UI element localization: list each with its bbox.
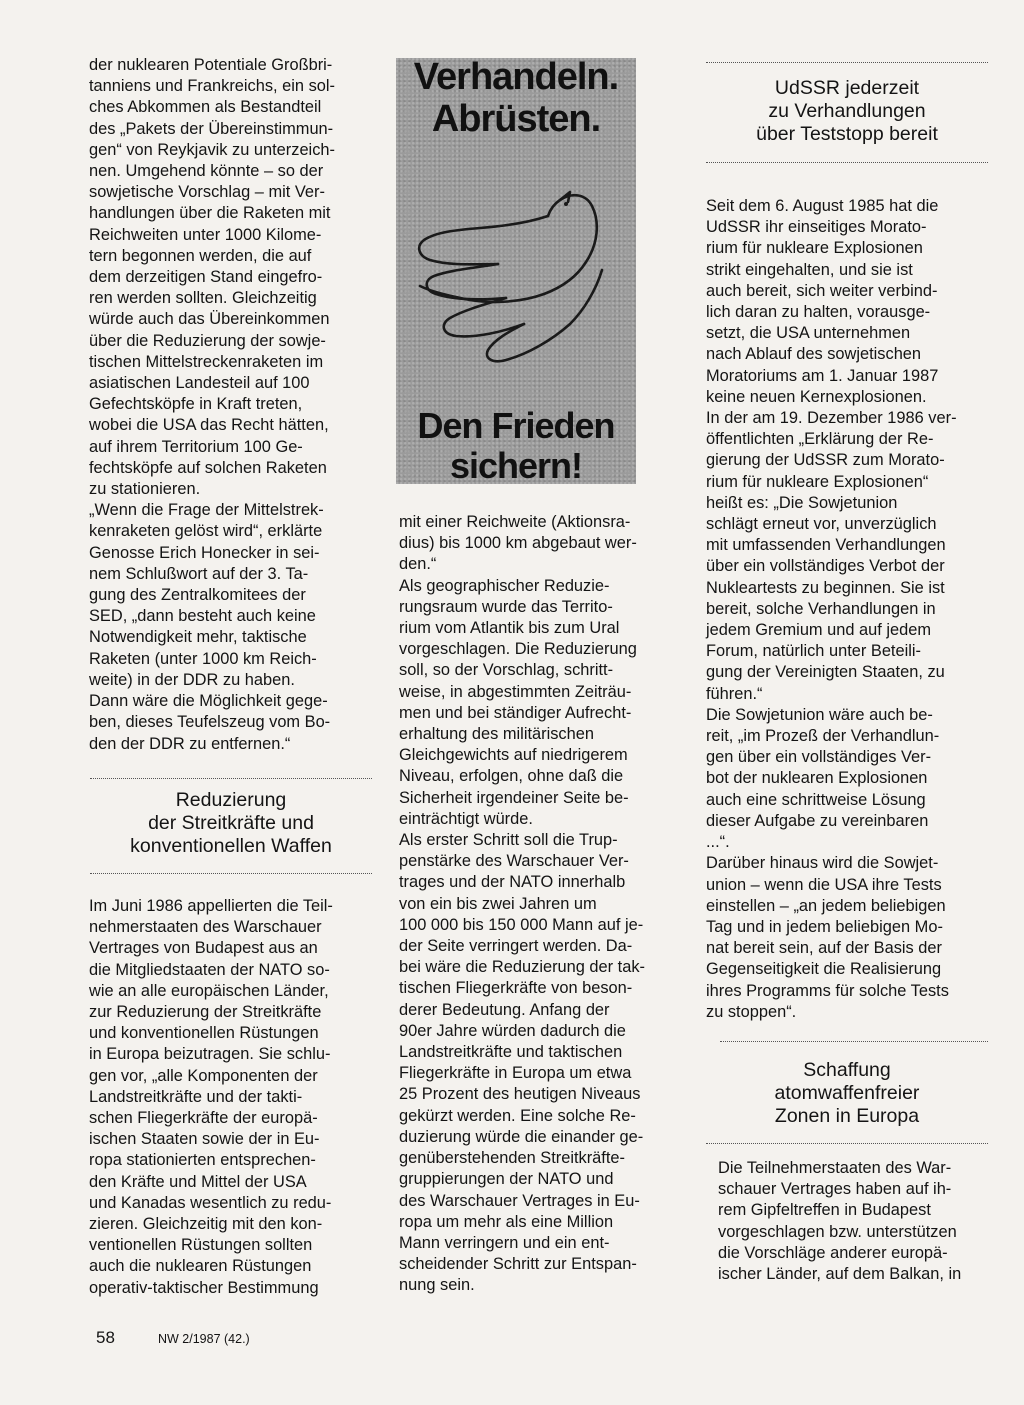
text-line: genüberstehenden Streitkräfte-: [399, 1149, 625, 1168]
text-line: den Kräfte und Mittel der USA: [89, 1172, 307, 1191]
text-line: die Mitgliedstaaten der NATO so-: [89, 960, 330, 979]
text-line: über die Reduzierung der sowje-: [89, 331, 326, 350]
text-line: Forum, natürlich unter Beteili-: [706, 642, 921, 661]
text-line: Mann verringern und ein ent-: [399, 1233, 610, 1252]
text-line: einstellen – „an jedem beliebigen: [706, 896, 946, 915]
column-3-text: [706, 196, 992, 1023]
text-line: nen. Umgehend könnte – so der: [89, 162, 324, 181]
text-line: wobei die USA das Recht hätten,: [89, 416, 329, 435]
text-line: Notwendigkeit mehr, taktische: [89, 628, 307, 647]
text-line: rium vom Atlantik bis zum Ural: [399, 619, 620, 638]
text-line: tanniens und Frankreichs, ein sol-: [89, 77, 335, 96]
section-rule: [90, 778, 372, 779]
text-line: rium für nukleare Explosionen: [706, 239, 923, 258]
text-line: bereit, solche Verhandlungen in: [706, 599, 936, 618]
text-line: den.“: [399, 555, 437, 574]
text-line: führen.“: [706, 684, 763, 703]
text-line: Vertrages von Budapest aus an: [89, 939, 318, 958]
text-line: weise, in abgestimmten Zeiträu-: [399, 682, 632, 701]
text-line: zieren. Gleichzeitig mit den kon-: [89, 1215, 323, 1234]
text-line: Darüber hinaus wird die Sowjet-: [706, 854, 939, 873]
text-line: derer Bedeutung. Anfang der: [399, 1000, 610, 1019]
text-line: schauer Vertrages haben auf ih-: [718, 1180, 952, 1199]
text-line: Gegenseitigkeit die Realisierung: [706, 960, 942, 979]
text-line: 90er Jahre würden dadurch die: [399, 1021, 626, 1040]
text-line: vorgeschlagen. Die Reduzierung: [399, 640, 637, 659]
heading-line: Reduzierung: [175, 789, 287, 811]
text-line: gen“ von Reykjavik zu unterzeich-: [89, 140, 335, 159]
heading-line: Verhandeln.: [413, 58, 619, 98]
text-line: UdSSR ihr einseitiges Morato-: [706, 218, 927, 237]
text-line: Als geographischer Reduzie-: [399, 576, 610, 595]
text-line: Als erster Schritt soll die Trup-: [399, 831, 618, 850]
text-line: Landstreitkräfte und taktischen: [399, 1043, 623, 1062]
text-line: sowjetische Vorschlag – mit Ver-: [89, 183, 325, 202]
text-line: dius) bis 1000 km abgebaut wer-: [399, 534, 637, 553]
text-line: einträchtigt würde.: [399, 809, 533, 828]
text-line: Sicherheit irgendeiner Seite be-: [399, 788, 629, 807]
text-line: operativ-taktischer Bestimmung: [89, 1278, 319, 1297]
text-line: Im Juni 1986 appellierten die Teil-: [89, 897, 333, 915]
text-line: 25 Prozent des heutigen Niveaus: [399, 1085, 641, 1104]
text-line: ren werden sollten. Gleichzeitig: [89, 289, 317, 308]
text-line: Tag und in jedem beliebigen Mo-: [706, 917, 943, 936]
text-line: Moratoriums am 1. Januar 1987: [706, 366, 939, 385]
text-line: Die Teilnehmerstaaten des War-: [718, 1159, 952, 1177]
text-line: gen über ein vollständiges Ver-: [706, 748, 932, 767]
text-line: Seit dem 6. August 1985 hat die: [706, 197, 939, 215]
text-line: asiatischen Landesteil auf 100: [89, 374, 310, 393]
text-line: dem derzeitigen Stand eingefro-: [89, 268, 323, 287]
text-line: und Kanadas wesentlich zu redu-: [89, 1193, 332, 1212]
column-3b-text: [718, 1158, 1004, 1285]
text-line: Genosse Erich Honecker in sei-: [89, 543, 320, 562]
text-line: Nukleartests zu beginnen. Sie ist: [706, 578, 945, 597]
text-line: die Vorschläge anderer europä-: [718, 1243, 948, 1262]
text-line: keine neuen Kernexplosionen.: [706, 387, 927, 406]
text-line: ben, dieses Teufelszeug vom Bo-: [89, 713, 331, 732]
text-line: des „Pakets der Übereinstimmun-: [89, 119, 334, 138]
heading-line: sichern!: [449, 445, 583, 484]
text-line: strikt eingehalten, und sie ist: [706, 260, 913, 279]
poster-top-slogan: [396, 58, 636, 140]
text-line: Raketen (unter 1000 km Reich-: [89, 649, 317, 668]
text-line: jedem Gremium und auf jedem: [706, 621, 932, 640]
text-line: duzierung würde die einander ge-: [399, 1127, 644, 1146]
text-line: ...“.: [706, 833, 730, 852]
poster-bottom-slogan: [396, 406, 636, 484]
heading-line: über Teststopp bereit: [756, 123, 938, 145]
section-rule: [706, 162, 988, 163]
text-line: würde auch das Übereinkommen: [89, 310, 330, 329]
text-line: SED, „dann besteht auch keine: [89, 607, 316, 626]
text-line: setzt, die USA unternehmen: [706, 324, 911, 343]
text-line: nehmerstaaten des Warschauer: [89, 918, 322, 937]
text-line: rium für nukleare Explosionen“: [706, 472, 929, 491]
text-line: Fliegerkräfte in Europa um etwa: [399, 1064, 632, 1083]
text-line: lich daran zu halten, vorausge-: [706, 303, 931, 322]
text-line: Niveau, erfolgen, ohne daß die: [399, 767, 624, 786]
text-line: auf ihrem Territorium 100 Ge-: [89, 437, 303, 456]
text-line: gen vor, „alle Komponenten der: [89, 1066, 318, 1085]
text-line: nem Schlußwort auf der 3. Ta-: [89, 564, 309, 583]
column-1-text: [89, 55, 371, 755]
text-line: handlungen über die Raketen mit: [89, 204, 331, 223]
text-line: Gefechtsköpfe in Kraft treten,: [89, 395, 303, 414]
heading-line: konventionellen Waffen: [130, 835, 332, 857]
section-rule: [720, 1041, 988, 1042]
text-line: gekürzt werden. Eine solche Re-: [399, 1106, 636, 1125]
dove-hand-icon: [410, 170, 622, 390]
heading-udssr-teststopp: [706, 77, 988, 146]
text-line: nat bereit sein, auf der Basis der: [706, 939, 942, 958]
text-line: vorgeschlagen bzw. unterstützen: [718, 1222, 957, 1241]
text-line: gruppierungen der NATO und: [399, 1170, 614, 1189]
text-line: reit, „im Prozeß der Verhandlun-: [706, 727, 940, 746]
text-line: von ein bis zwei Jahren um: [399, 894, 597, 913]
text-line: nung sein.: [399, 1276, 475, 1295]
text-line: ropa um mehr als eine Million: [399, 1212, 614, 1231]
section-rule: [90, 873, 372, 874]
text-line: schen Fliegerkräfte der europä-: [89, 1109, 318, 1128]
text-line: zu stoppen“.: [706, 1002, 797, 1021]
text-line: ches Abkommen als Bestandteil: [89, 98, 322, 117]
text-line: zur Reduzierung der Streitkräfte: [89, 1003, 322, 1022]
text-line: über ein vollständiges Verbot der: [706, 557, 945, 576]
column-1b-text: [89, 896, 374, 1299]
text-line: nach Ablauf des sowjetischen: [706, 345, 922, 364]
text-line: mit einer Reichweite (Aktionsra-: [399, 513, 631, 531]
text-line: Landstreitkräfte und der takti-: [89, 1087, 303, 1106]
text-line: tischen Fliegerkräfte von beson-: [399, 979, 633, 998]
heading-line: Zonen in Europa: [774, 1105, 920, 1127]
heading-line: UdSSR jederzeit: [774, 77, 920, 99]
text-line: bot der nuklearen Explosionen: [706, 769, 928, 788]
heading-line: Schaffung: [803, 1059, 891, 1081]
text-line: trages und der NATO innerhalb: [399, 873, 626, 892]
text-line: dieser Aufgabe zu vereinbaren: [706, 811, 929, 830]
section-rule: [706, 62, 988, 63]
text-line: rungsraum wurde das Territo-: [399, 597, 613, 616]
text-line: gung des Zentralkomitees der: [89, 586, 306, 605]
text-line: in Europa beizutragen. Sie schlu-: [89, 1045, 331, 1064]
text-line: erhaltung des militärischen: [399, 725, 594, 744]
heading-reduzierung: [90, 789, 372, 858]
text-line: ropa stationierten entsprechen-: [89, 1151, 316, 1170]
text-line: öffentlichten „Erklärung der Re-: [706, 430, 934, 449]
text-line: gierung der UdSSR zum Morato-: [706, 451, 945, 470]
text-line: union – wenn die USA ihre Tests: [706, 875, 942, 894]
text-line: weite) in der DDR zu haben.: [89, 670, 295, 689]
text-line: des Warschauer Vertrages in Eu-: [399, 1191, 640, 1210]
heading-line: zu Verhandlungen: [768, 100, 926, 122]
text-line: „Wenn die Frage der Mittelstrek-: [89, 501, 324, 520]
text-line: Dann wäre die Möglichkeit gege-: [89, 692, 328, 711]
text-line: men und bei ständiger Aufrecht-: [399, 703, 632, 722]
text-line: heißt es: „Die Sowjetunion: [706, 493, 898, 512]
text-line: fechtsköpfe auf solchen Raketen: [89, 458, 327, 477]
heading-atomwaffenfrei: [706, 1059, 988, 1128]
text-line: auch eine schrittweise Lösung: [706, 790, 926, 809]
text-line: zu stationieren.: [89, 480, 201, 499]
text-line: den der DDR zu entfernen.“: [89, 734, 291, 753]
page-number: 58: [96, 1328, 115, 1347]
text-line: soll, so der Vorschlag, schritt-: [399, 661, 614, 680]
text-line: ischer Länder, auf dem Balkan, in: [718, 1265, 962, 1284]
text-line: bei wäre die Reduzierung der tak-: [399, 958, 645, 977]
heading-line: Abrüsten.: [431, 98, 601, 140]
text-line: 100 000 bis 150 000 Mann auf je-: [399, 915, 644, 934]
heading-line: der Streitkräfte und: [148, 812, 314, 834]
text-line: der Seite verringert werden. Da-: [399, 937, 633, 956]
text-line: ventionellen Rüstungen sollten: [89, 1236, 313, 1255]
text-line: schlägt erneut vor, unverzüglich: [706, 515, 937, 534]
text-line: auch die nuklearen Rüstungen: [89, 1257, 312, 1276]
issue-label: NW 2/1987 (42.): [158, 1332, 250, 1346]
text-line: auch bereit, sich weiter verbind-: [706, 281, 938, 300]
section-rule: [706, 1143, 988, 1144]
text-line: ihres Programms für solche Tests: [706, 981, 949, 1000]
text-line: In der am 19. Dezember 1986 ver-: [706, 409, 957, 428]
text-line: tern begonnen werden, die auf: [89, 246, 312, 265]
text-line: rem Gipfeltreffen in Budapest: [718, 1201, 931, 1220]
text-line: kenraketen gelöst wird“, erklärte: [89, 522, 323, 541]
text-line: gung der Vereinigten Staaten, zu: [706, 663, 945, 682]
text-line: Die Sowjetunion wäre auch be-: [706, 705, 933, 724]
text-line: ischen Staaten sowie der in Eu-: [89, 1130, 320, 1149]
text-line: penstärke des Warschauer Ver-: [399, 852, 629, 871]
text-line: der nuklearen Potentiale Großbri-: [89, 56, 333, 74]
poster-image: [396, 58, 636, 484]
heading-line: atomwaffenfreier: [774, 1082, 920, 1104]
text-line: tischen Mittelstreckenraketen im: [89, 352, 324, 371]
text-line: und konventionellen Rüstungen: [89, 1024, 319, 1043]
column-2-text: [399, 512, 685, 1297]
heading-line: Den Frieden: [417, 405, 615, 446]
text-line: wie an alle europäischen Länder,: [89, 981, 329, 1000]
text-line: Gleichgewichts auf niedrigerem: [399, 746, 628, 765]
text-line: mit umfassenden Verhandlungen: [706, 536, 946, 555]
text-line: scheidender Schritt zur Entspan-: [399, 1255, 637, 1274]
text-line: Reichweiten unter 1000 Kilome-: [89, 225, 322, 244]
